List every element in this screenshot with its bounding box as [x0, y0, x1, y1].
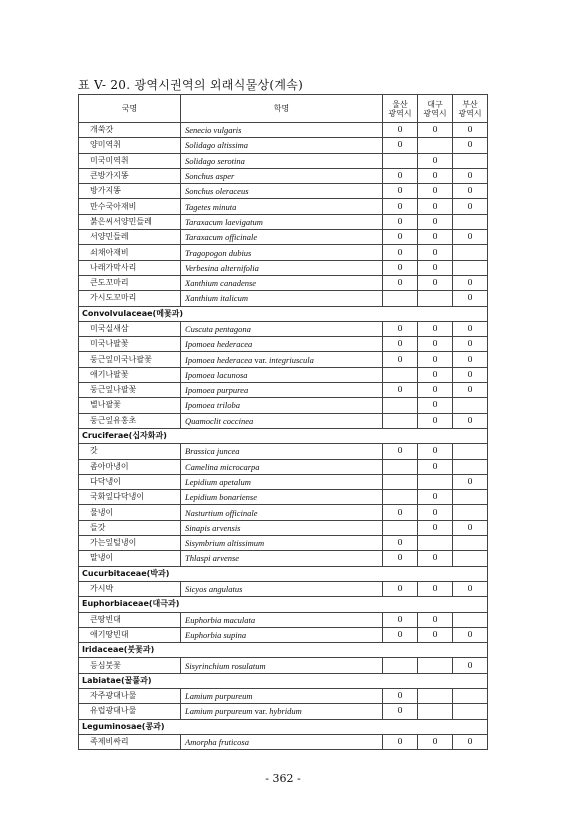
scientific-name-cell — [181, 490, 383, 505]
ulsan-presence-cell: 0 — [383, 214, 418, 229]
scientific-name-cell — [181, 398, 383, 413]
scientific-name-cell — [181, 383, 383, 398]
busan-presence-cell: 0 — [453, 184, 488, 199]
busan-presence-cell: 0 — [453, 199, 488, 214]
korean-name-cell: 물냉이 — [79, 505, 181, 520]
header-daegu — [418, 95, 453, 123]
ulsan-presence-cell: 0 — [383, 352, 418, 367]
daegu-presence-cell — [418, 536, 453, 551]
ulsan-presence-cell — [383, 291, 418, 306]
scientific-name-cell — [181, 337, 383, 352]
ulsan-presence-cell: 0 — [383, 383, 418, 398]
busan-presence-cell — [453, 536, 488, 551]
table-row — [79, 398, 488, 413]
variety-name: hybridum — [269, 706, 302, 717]
scientific-name: Xanthium canadense — [185, 278, 257, 289]
korean-name-cell: 둥근잎나팔꽃 — [79, 383, 181, 398]
busan-presence-cell — [453, 444, 488, 459]
table-row — [79, 581, 488, 596]
table-row — [79, 688, 488, 703]
table-row — [79, 138, 488, 153]
daegu-presence-cell: 0 — [418, 367, 453, 382]
family-name: Euphorbiaceae(대극과) — [79, 597, 488, 612]
scientific-name-cell — [181, 459, 383, 474]
table-row — [79, 337, 488, 352]
daegu-presence-cell: 0 — [418, 321, 453, 336]
busan-presence-cell: 0 — [453, 581, 488, 596]
daegu-presence-cell: 0 — [418, 505, 453, 520]
scientific-name: Solidago altissima — [185, 140, 249, 151]
korean-name-cell: 미국미역취 — [79, 153, 181, 168]
busan-presence-cell: 0 — [453, 138, 488, 153]
daegu-presence-cell: 0 — [418, 230, 453, 245]
ulsan-presence-cell — [383, 153, 418, 168]
family-row — [79, 673, 488, 688]
daegu-presence-cell: 0 — [418, 168, 453, 183]
scientific-name: Nasturtium officinale — [185, 507, 258, 518]
korean-name-cell: 애기땅빈대 — [79, 627, 181, 642]
scientific-name: Taraxacum laevigatum — [185, 216, 263, 227]
header-busan — [453, 95, 488, 123]
busan-presence-cell: 0 — [453, 627, 488, 642]
scientific-name-cell — [181, 658, 383, 673]
scientific-name-cell — [181, 153, 383, 168]
ulsan-presence-cell — [383, 398, 418, 413]
ulsan-presence-cell: 0 — [383, 337, 418, 352]
busan-presence-cell: 0 — [453, 734, 488, 749]
table-row — [79, 291, 488, 306]
daegu-presence-cell: 0 — [418, 184, 453, 199]
korean-name-cell: 서양민들레 — [79, 230, 181, 245]
header-busan-line1: 부산 — [462, 99, 478, 109]
korean-name-cell: 미국실새삼 — [79, 321, 181, 336]
scientific-name: Thlaspi arvense — [185, 553, 240, 564]
scientific-name: Sinapis arvensis — [185, 522, 241, 533]
ulsan-presence-cell: 0 — [383, 734, 418, 749]
scientific-name: Lepidium apetalum — [185, 476, 251, 487]
busan-presence-cell: 0 — [453, 123, 488, 138]
header-ulsan — [383, 95, 418, 123]
scientific-name: Sisymbrium altissimum — [185, 538, 265, 549]
korean-name-cell: 큰방가지똥 — [79, 168, 181, 183]
scientific-name: Ipomoea hederacea — [185, 354, 253, 365]
daegu-presence-cell: 0 — [418, 490, 453, 505]
table-row — [79, 459, 488, 474]
scientific-name-cell — [181, 291, 383, 306]
scientific-name: Taraxacum officinale — [185, 232, 258, 243]
busan-presence-cell — [453, 551, 488, 566]
daegu-presence-cell: 0 — [418, 352, 453, 367]
scientific-name-cell — [181, 627, 383, 642]
daegu-presence-cell: 0 — [418, 627, 453, 642]
daegu-presence-cell — [418, 704, 453, 719]
daegu-presence-cell — [418, 474, 453, 489]
busan-presence-cell — [453, 398, 488, 413]
korean-name-cell: 등심붓꽃 — [79, 658, 181, 673]
korean-name-cell: 애기나팔꽃 — [79, 367, 181, 382]
busan-presence-cell — [453, 612, 488, 627]
busan-presence-cell: 0 — [453, 352, 488, 367]
scientific-name: Brassica juncea — [185, 446, 240, 457]
busan-presence-cell — [453, 490, 488, 505]
daegu-presence-cell: 0 — [418, 260, 453, 275]
ulsan-presence-cell — [383, 490, 418, 505]
ulsan-presence-cell: 0 — [383, 704, 418, 719]
busan-presence-cell — [453, 153, 488, 168]
scientific-name: Sicyos angulatus — [185, 584, 243, 595]
scientific-name-cell — [181, 214, 383, 229]
ulsan-presence-cell: 0 — [383, 688, 418, 703]
ulsan-presence-cell — [383, 413, 418, 428]
scientific-name: Ipomoea purpurea — [185, 385, 249, 396]
busan-presence-cell: 0 — [453, 367, 488, 382]
alien-flora-table — [78, 94, 488, 750]
table-row — [79, 658, 488, 673]
korean-name-cell: 개쑥갓 — [79, 123, 181, 138]
table-row — [79, 199, 488, 214]
scientific-name-cell — [181, 734, 383, 749]
daegu-presence-cell — [418, 658, 453, 673]
header-busan-line2: 광역시 — [458, 108, 482, 118]
korean-name-cell: 붉은씨서양민들레 — [79, 214, 181, 229]
ulsan-presence-cell: 0 — [383, 138, 418, 153]
family-row — [79, 597, 488, 612]
scientific-name: Ipomoea hederacea — [185, 339, 253, 350]
table-row — [79, 230, 488, 245]
ulsan-presence-cell — [383, 520, 418, 535]
table-row — [79, 490, 488, 505]
header-scientific-name: 학명 — [181, 95, 383, 123]
table-caption: 표 V- 20. 광역시권역의 외래식물상(계속) — [78, 78, 304, 92]
daegu-presence-cell: 0 — [418, 413, 453, 428]
scientific-name: Tagetes minuta — [185, 201, 237, 212]
busan-presence-cell: 0 — [453, 321, 488, 336]
ulsan-presence-cell: 0 — [383, 123, 418, 138]
table-body — [79, 123, 488, 750]
scientific-name: Cuscuta pentagona — [185, 324, 251, 334]
korean-name-cell: 자주광대나물 — [79, 688, 181, 703]
scientific-name-cell — [181, 199, 383, 214]
scientific-name: Ipomoea lacunosa — [185, 369, 248, 380]
header-ulsan-line1: 울산 — [392, 99, 408, 109]
scientific-name-cell — [181, 230, 383, 245]
ulsan-presence-cell — [383, 459, 418, 474]
table-row — [79, 734, 488, 749]
scientific-name: Euphorbia maculata — [185, 614, 256, 625]
daegu-presence-cell: 0 — [418, 551, 453, 566]
family-row — [79, 428, 488, 443]
table-row — [79, 612, 488, 627]
scientific-name-cell — [181, 123, 383, 138]
scientific-name-cell — [181, 321, 383, 336]
ulsan-presence-cell — [383, 367, 418, 382]
scientific-name-cell — [181, 520, 383, 535]
busan-presence-cell: 0 — [453, 520, 488, 535]
scientific-name: Sisyrinchium rosulatum — [185, 660, 266, 671]
busan-presence-cell — [453, 688, 488, 703]
korean-name-cell: 들갓 — [79, 520, 181, 535]
ulsan-presence-cell: 0 — [383, 505, 418, 520]
korean-name-cell: 미국나팔꽃 — [79, 337, 181, 352]
ulsan-presence-cell — [383, 474, 418, 489]
family-name: Iridaceae(붓꽃과) — [79, 643, 488, 658]
table-row — [79, 536, 488, 551]
table-row — [79, 505, 488, 520]
variety-marker: var. — [252, 706, 270, 717]
scientific-name-cell — [181, 352, 383, 367]
ulsan-presence-cell: 0 — [383, 551, 418, 566]
daegu-presence-cell: 0 — [418, 337, 453, 352]
busan-presence-cell: 0 — [453, 474, 488, 489]
korean-name-cell: 큰땅빈대 — [79, 612, 181, 627]
table-row — [79, 627, 488, 642]
daegu-presence-cell: 0 — [418, 398, 453, 413]
daegu-presence-cell: 0 — [418, 245, 453, 260]
ulsan-presence-cell: 0 — [383, 536, 418, 551]
table-row — [79, 245, 488, 260]
ulsan-presence-cell: 0 — [383, 230, 418, 245]
table-row — [79, 168, 488, 183]
scientific-name: Senecio vulgaris — [185, 125, 242, 136]
family-row — [79, 306, 488, 321]
family-name: Leguminosae(콩과) — [79, 719, 488, 734]
scientific-name-cell — [181, 260, 383, 275]
korean-name-cell: 둥근잎미국나팔꽃 — [79, 352, 181, 367]
scientific-name-cell — [181, 367, 383, 382]
busan-presence-cell: 0 — [453, 413, 488, 428]
scientific-name-cell — [181, 704, 383, 719]
korean-name-cell: 족제비싸리 — [79, 734, 181, 749]
ulsan-presence-cell: 0 — [383, 245, 418, 260]
scientific-name: Solidago serotina — [185, 155, 245, 166]
korean-name-cell: 큰도꼬마리 — [79, 275, 181, 290]
busan-presence-cell: 0 — [453, 230, 488, 245]
scientific-name-cell — [181, 551, 383, 566]
scientific-name-cell — [181, 612, 383, 627]
table-row — [79, 153, 488, 168]
ulsan-presence-cell: 0 — [383, 612, 418, 627]
busan-presence-cell: 0 — [453, 337, 488, 352]
scientific-name: Amorpha fruticosa — [185, 737, 249, 748]
daegu-presence-cell: 0 — [418, 734, 453, 749]
daegu-presence-cell — [418, 688, 453, 703]
header-daegu-line1: 대구 — [427, 99, 443, 109]
daegu-presence-cell: 0 — [418, 459, 453, 474]
korean-name-cell: 좀아마냉이 — [79, 459, 181, 474]
busan-presence-cell: 0 — [453, 275, 488, 290]
scientific-name-cell — [181, 505, 383, 520]
korean-name-cell: 만수국아재비 — [79, 199, 181, 214]
korean-name-cell: 쇠채아재비 — [79, 245, 181, 260]
korean-name-cell: 국화잎다닥냉이 — [79, 490, 181, 505]
family-name: Cruciferae(십자화과) — [79, 428, 488, 443]
busan-presence-cell — [453, 260, 488, 275]
ulsan-presence-cell — [383, 658, 418, 673]
korean-name-cell: 말냉이 — [79, 551, 181, 566]
daegu-presence-cell — [418, 138, 453, 153]
table-row — [79, 413, 488, 428]
scientific-name-cell — [181, 184, 383, 199]
scientific-name-cell — [181, 688, 383, 703]
scientific-name: Camelina microcarpa — [185, 461, 260, 472]
table-row — [79, 520, 488, 535]
scientific-name-cell — [181, 474, 383, 489]
table-row — [79, 383, 488, 398]
daegu-presence-cell — [418, 291, 453, 306]
korean-name-cell: 나래가막사리 — [79, 260, 181, 275]
scientific-name-cell — [181, 245, 383, 260]
scientific-name: Lepidium bonariense — [185, 492, 258, 503]
ulsan-presence-cell: 0 — [383, 168, 418, 183]
scientific-name: Quamoclit coccinea — [185, 415, 254, 426]
korean-name-cell: 가는잎털냉이 — [79, 536, 181, 551]
header-ulsan-line2: 광역시 — [388, 108, 412, 118]
scientific-name-cell — [181, 168, 383, 183]
scientific-name-cell — [181, 536, 383, 551]
busan-presence-cell — [453, 245, 488, 260]
family-name: Labiatae(꿀풀과) — [79, 673, 488, 688]
daegu-presence-cell: 0 — [418, 275, 453, 290]
ulsan-presence-cell: 0 — [383, 444, 418, 459]
daegu-presence-cell: 0 — [418, 199, 453, 214]
scientific-name-cell — [181, 138, 383, 153]
table-row — [79, 123, 488, 138]
busan-presence-cell: 0 — [453, 291, 488, 306]
korean-name-cell: 갓 — [79, 444, 181, 459]
header-korean-name: 국명 — [79, 95, 181, 123]
scientific-name-cell — [181, 581, 383, 596]
scientific-name: Verbesina alternifolia — [185, 262, 259, 273]
korean-name-cell: 둥근잎유홍초 — [79, 413, 181, 428]
table-row — [79, 474, 488, 489]
ulsan-presence-cell: 0 — [383, 627, 418, 642]
busan-presence-cell — [453, 505, 488, 520]
daegu-presence-cell: 0 — [418, 520, 453, 535]
scientific-name: Lamium purpureum — [185, 691, 253, 702]
variety-name: integriuscula — [269, 354, 314, 365]
table-row — [79, 367, 488, 382]
ulsan-presence-cell: 0 — [383, 260, 418, 275]
busan-presence-cell: 0 — [453, 383, 488, 398]
table-row — [79, 352, 488, 367]
family-row — [79, 643, 488, 658]
family-name: Cucurbitaceae(박과) — [79, 566, 488, 581]
table-row — [79, 214, 488, 229]
daegu-presence-cell: 0 — [418, 383, 453, 398]
korean-name-cell: 가시박 — [79, 581, 181, 596]
family-row — [79, 719, 488, 734]
scientific-name: Tragopogon dubius — [185, 247, 252, 258]
korean-name-cell: 유럽광대나물 — [79, 704, 181, 719]
table-row — [79, 704, 488, 719]
daegu-presence-cell: 0 — [418, 612, 453, 627]
busan-presence-cell: 0 — [453, 168, 488, 183]
daegu-presence-cell: 0 — [418, 444, 453, 459]
scientific-name: Lamium purpureum — [185, 706, 253, 717]
ulsan-presence-cell: 0 — [383, 275, 418, 290]
busan-presence-cell: 0 — [453, 658, 488, 673]
daegu-presence-cell: 0 — [418, 123, 453, 138]
scientific-name: Sonchus asper — [185, 171, 235, 182]
scientific-name: Ipomoea triloba — [185, 400, 241, 411]
korean-name-cell: 다닥냉이 — [79, 474, 181, 489]
page-number: - 362 - — [265, 772, 301, 785]
ulsan-presence-cell: 0 — [383, 184, 418, 199]
scientific-name-cell — [181, 275, 383, 290]
table-header-row — [79, 95, 488, 123]
busan-presence-cell — [453, 459, 488, 474]
family-name: Convolvulaceae(메꽃과) — [79, 306, 488, 321]
table-row — [79, 260, 488, 275]
ulsan-presence-cell: 0 — [383, 581, 418, 596]
scientific-name: Xanthium italicum — [185, 293, 249, 304]
busan-presence-cell — [453, 704, 488, 719]
scientific-name: Euphorbia supina — [185, 629, 247, 640]
scientific-name-cell — [181, 444, 383, 459]
table-row — [79, 551, 488, 566]
table-row — [79, 184, 488, 199]
family-row — [79, 566, 488, 581]
korean-name-cell: 방가지똥 — [79, 184, 181, 199]
busan-presence-cell — [453, 214, 488, 229]
daegu-presence-cell: 0 — [418, 581, 453, 596]
ulsan-presence-cell: 0 — [383, 321, 418, 336]
korean-name-cell: 별나팔꽃 — [79, 398, 181, 413]
korean-name-cell: 양미역취 — [79, 138, 181, 153]
ulsan-presence-cell: 0 — [383, 199, 418, 214]
korean-name-cell: 가시도꼬마리 — [79, 291, 181, 306]
daegu-presence-cell: 0 — [418, 214, 453, 229]
variety-marker: var. — [252, 354, 270, 365]
table-row — [79, 275, 488, 290]
scientific-name: Sonchus oleraceus — [185, 186, 249, 197]
daegu-presence-cell: 0 — [418, 153, 453, 168]
scientific-name-cell — [181, 413, 383, 428]
header-daegu-line2: 광역시 — [423, 108, 447, 118]
table-row — [79, 321, 488, 336]
table-row — [79, 444, 488, 459]
